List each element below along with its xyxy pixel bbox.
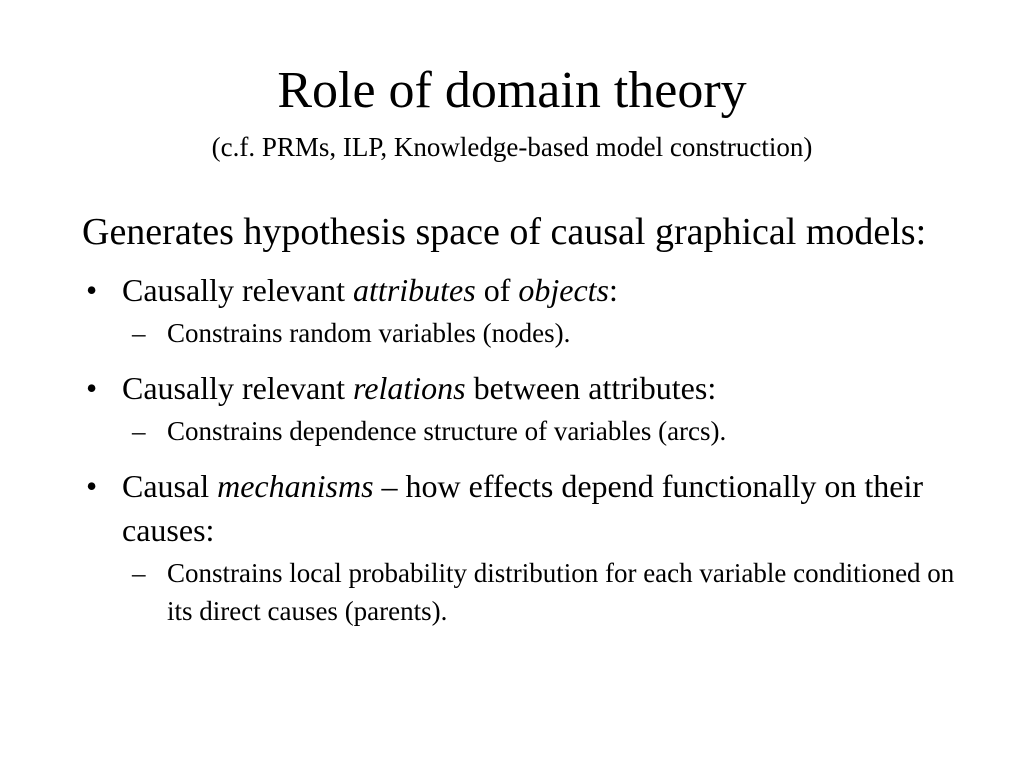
sub-bullet-text: Constrains dependence structure of variables (arcs). [167,416,727,446]
bullet-mechanisms [82,464,962,552]
lead-paragraph: Generates hypothesis space of causal graphical models: [82,211,927,253]
dash-marker: – [132,318,146,348]
bullet-text: Causally relevant [122,272,354,308]
bullet-attributes [82,268,962,312]
slide-body [82,208,962,644]
sub-bullet-text: Constrains local probability distribution for each variable conditioned on its direct causes (parents). [167,558,955,626]
sub-bullet-arcs [82,412,962,450]
sub-bullet-distribution [82,554,962,630]
bullet-emphasis: mechanisms [217,468,374,504]
bullet-text: between attributes: [465,370,717,406]
bullet-text: of [475,272,519,308]
bullet-emphasis: objects [518,272,609,308]
slide-title: Role of domain theory [277,62,747,119]
bullet-text: Causally relevant [122,370,354,406]
dash-marker: – [132,416,146,446]
bullet-emphasis: relations [353,370,466,406]
bullet-emphasis: attributes [353,272,476,308]
bullet-text: – how effects depend functionally on their causes: [122,468,923,548]
sub-bullet-text: Constrains random variables (nodes). [167,318,571,348]
bullet-relations [82,366,962,410]
dash-marker: – [132,558,146,588]
bullet-text: Causal [122,468,218,504]
bullet-marker: • [86,468,98,504]
bullet-text: : [609,272,618,308]
sub-bullet-nodes [82,314,962,352]
bullet-marker: • [86,370,98,406]
slide-subtitle: (c.f. PRMs, ILP, Knowledge-based model construction) [211,132,813,162]
bullet-marker: • [86,272,98,308]
